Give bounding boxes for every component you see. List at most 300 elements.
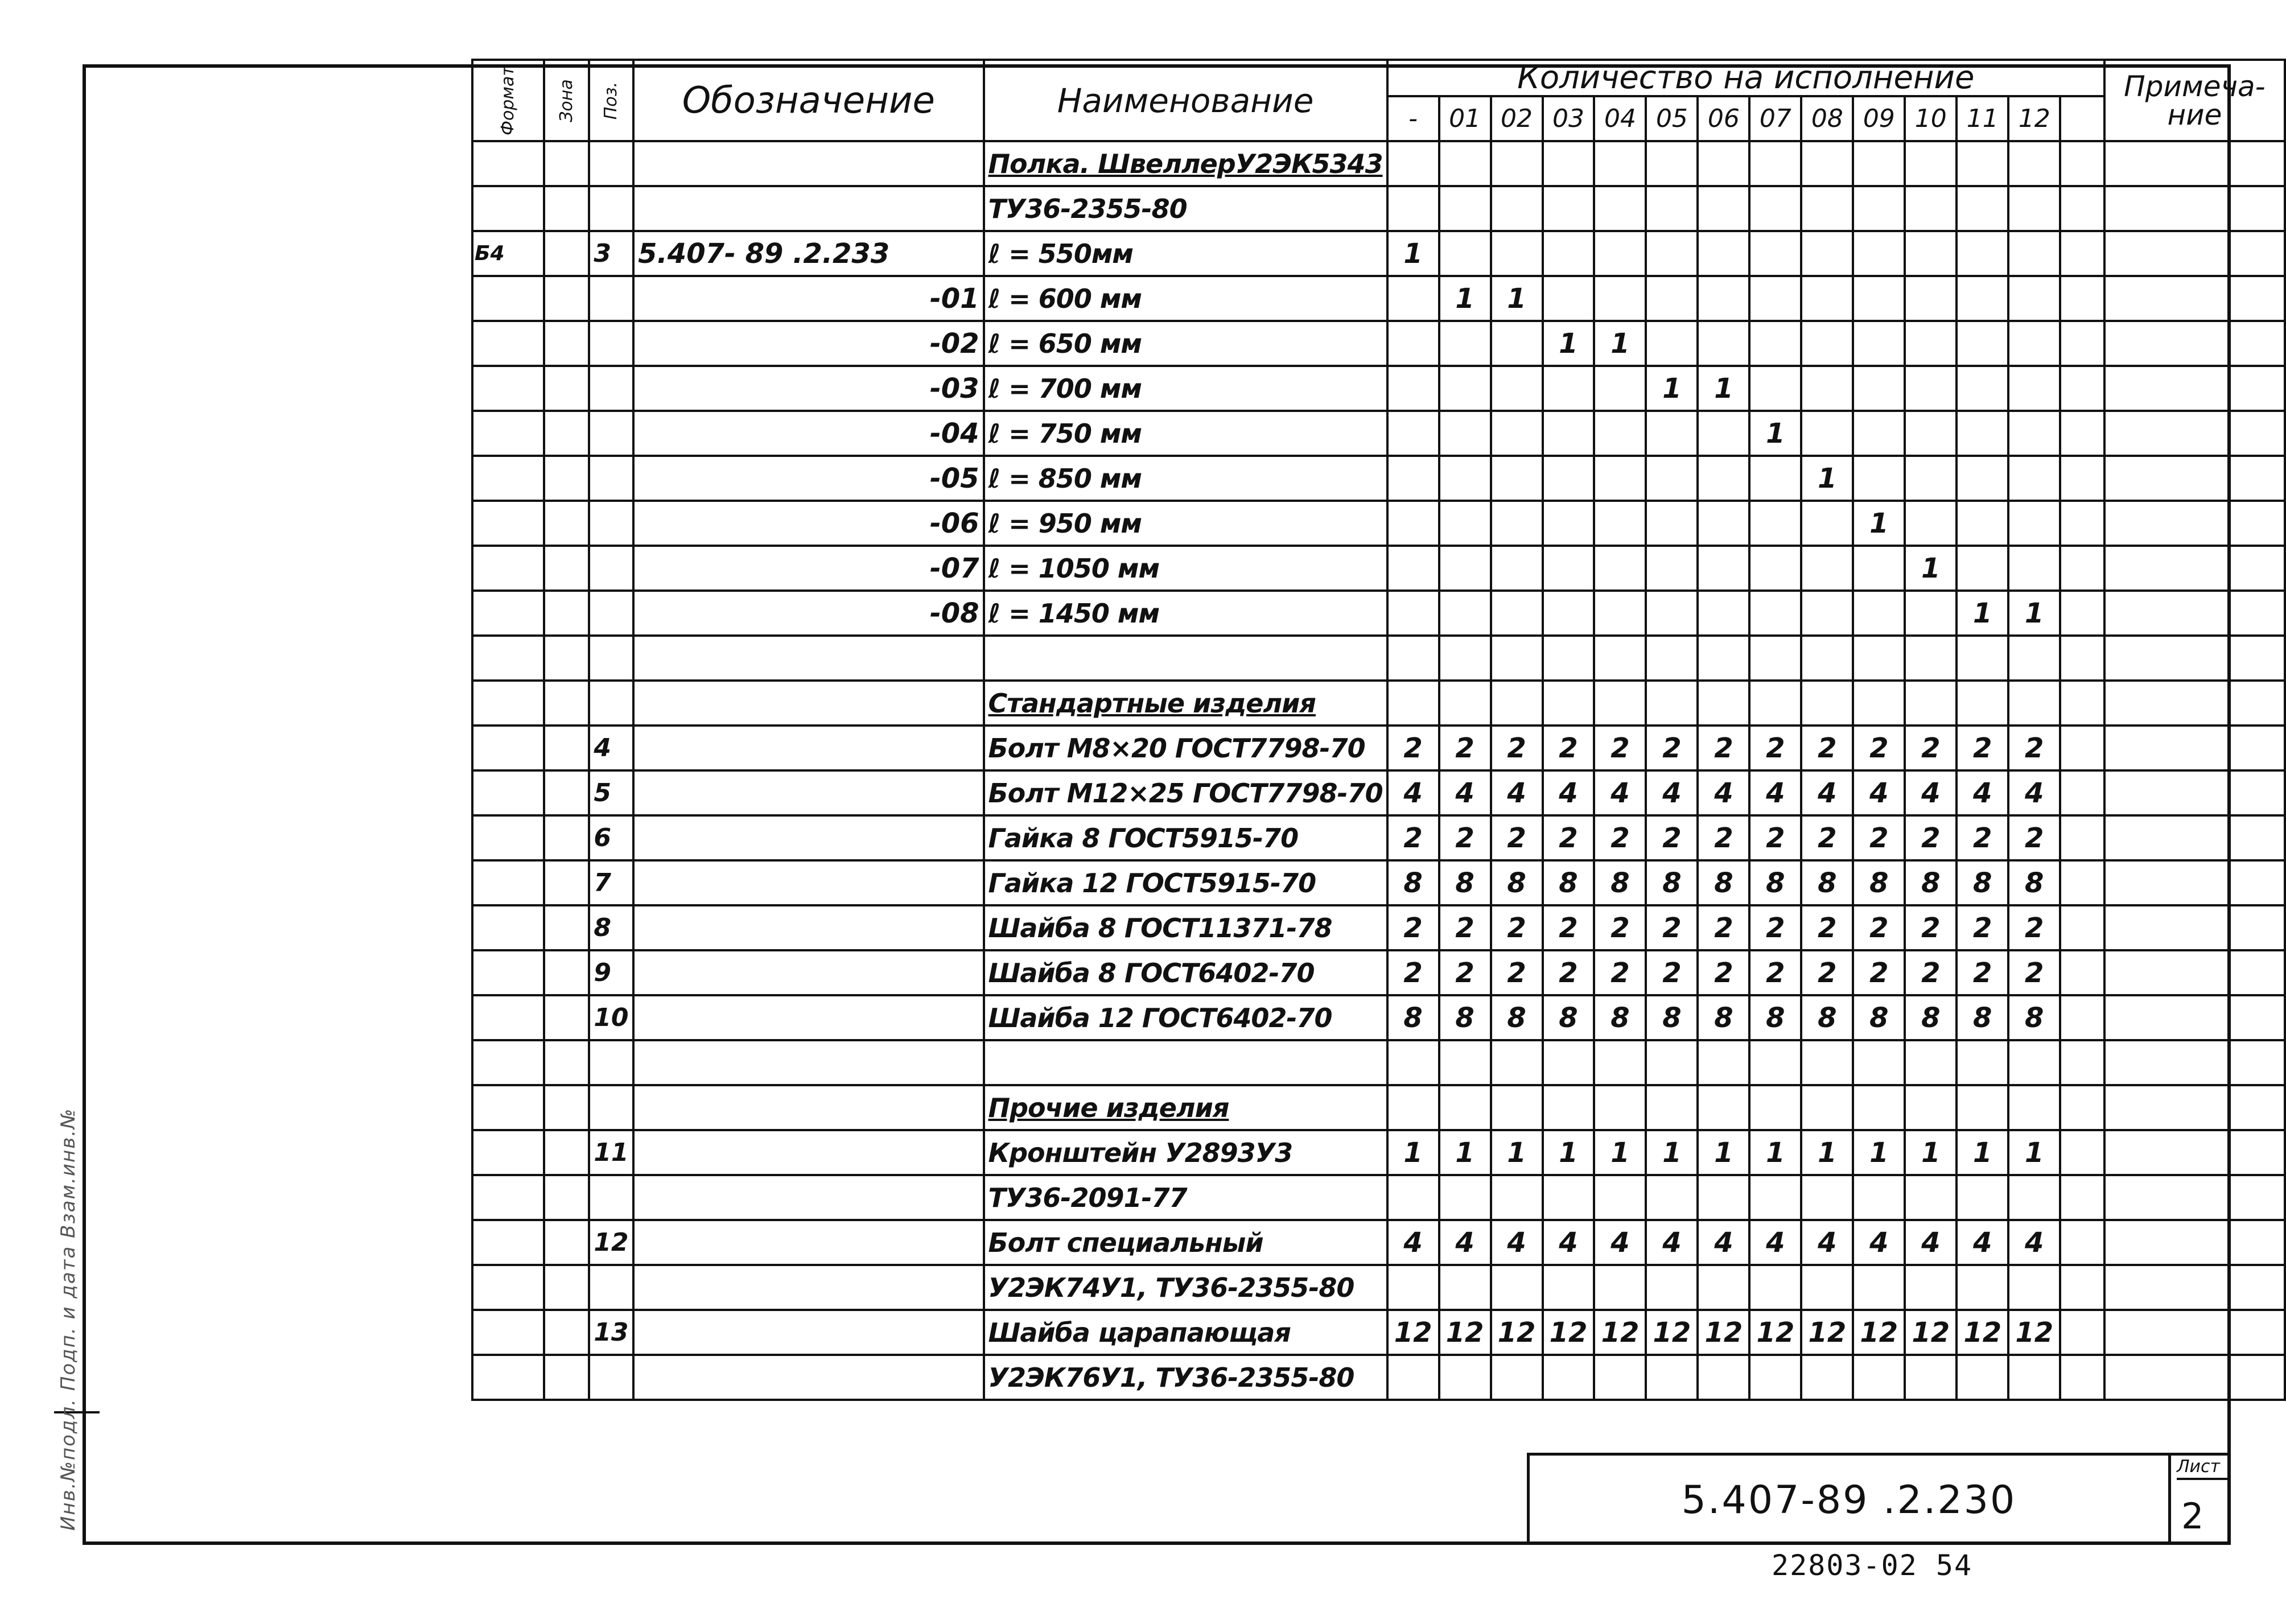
note-cell bbox=[2104, 1310, 2285, 1355]
name-cell: ℓ = 650 мм bbox=[984, 321, 1387, 366]
designation-cell: 5.407- 89 .2.233 bbox=[633, 231, 983, 276]
quantity-cell bbox=[1853, 636, 1905, 681]
quantity-cell bbox=[1801, 1085, 1853, 1130]
note-cell bbox=[2104, 905, 2285, 950]
quantity-cell bbox=[1491, 591, 1543, 636]
designation-cell bbox=[633, 815, 983, 860]
quantity-cell-blank bbox=[2060, 950, 2104, 995]
quantity-cell bbox=[1905, 636, 1957, 681]
zone-cell bbox=[544, 141, 590, 186]
quantity-cell bbox=[1543, 591, 1595, 636]
name-cell: ℓ = 700 мм bbox=[984, 366, 1387, 411]
table-row bbox=[472, 1175, 2285, 1220]
quantity-cell bbox=[1905, 366, 1957, 411]
name-cell bbox=[984, 1040, 1387, 1085]
designation-cell bbox=[633, 636, 983, 681]
quantity-cell bbox=[1905, 1175, 1957, 1220]
quantity-cell bbox=[1698, 1040, 1749, 1085]
format-cell bbox=[472, 321, 544, 366]
quantity-cell: 2 bbox=[1491, 905, 1543, 950]
quantity-cell bbox=[1957, 366, 2008, 411]
table-row bbox=[472, 770, 2285, 815]
quantity-cell: 2 bbox=[1491, 726, 1543, 770]
name-cell: Гайка 12 ГОСТ5915-70 bbox=[984, 860, 1387, 905]
zone-cell bbox=[544, 995, 590, 1040]
quantity-cell: 8 bbox=[1646, 995, 1698, 1040]
name-cell: Болт специальный bbox=[984, 1220, 1387, 1265]
table-row bbox=[472, 1130, 2285, 1175]
quantity-cell: 8 bbox=[1905, 860, 1957, 905]
quantity-cell bbox=[1491, 501, 1543, 546]
quantity-cell-blank bbox=[2060, 411, 2104, 456]
quantity-cell-blank bbox=[2060, 860, 2104, 905]
quantity-cell bbox=[1749, 636, 1801, 681]
variant-header: 02 bbox=[1491, 96, 1543, 141]
name-cell: Шайба 12 ГОСТ6402-70 bbox=[984, 995, 1387, 1040]
quantity-cell: 2 bbox=[1594, 726, 1646, 770]
quantity-cell bbox=[1646, 1040, 1698, 1085]
quantity-cell-blank bbox=[2060, 681, 2104, 726]
quantity-cell bbox=[1439, 591, 1491, 636]
quantity-cell bbox=[1749, 186, 1801, 231]
zone-cell bbox=[544, 950, 590, 995]
quantity-cell: 2 bbox=[1905, 815, 1957, 860]
quantity-cell: 2 bbox=[1594, 950, 1646, 995]
quantity-cell bbox=[1594, 1355, 1646, 1400]
quantity-cell bbox=[1594, 186, 1646, 231]
quantity-cell bbox=[1853, 186, 1905, 231]
sheet-label: Лист bbox=[2177, 1457, 2228, 1480]
designation-cell: -01 bbox=[633, 276, 983, 321]
quantity-cell bbox=[1905, 501, 1957, 546]
variant-header: 05 bbox=[1646, 96, 1698, 141]
specification-table bbox=[471, 59, 2286, 1401]
quantity-cell: 2 bbox=[1749, 905, 1801, 950]
designation-cell bbox=[633, 1265, 983, 1310]
table-row bbox=[472, 1220, 2285, 1265]
name-cell: ТУ36-2355-80 bbox=[984, 186, 1387, 231]
quantity-cell bbox=[1853, 591, 1905, 636]
quantity-cell: 1 bbox=[1439, 1130, 1491, 1175]
position-cell bbox=[589, 456, 633, 501]
format-cell bbox=[472, 1355, 544, 1400]
note-cell bbox=[2104, 950, 2285, 995]
quantity-cell bbox=[1439, 186, 1491, 231]
name-cell: ℓ = 1450 мм bbox=[984, 591, 1387, 636]
designation-cell: -07 bbox=[633, 546, 983, 591]
quantity-cell: 4 bbox=[1594, 1220, 1646, 1265]
quantity-cell bbox=[1491, 1175, 1543, 1220]
designation-cell bbox=[633, 1220, 983, 1265]
quantity-cell bbox=[1594, 411, 1646, 456]
header-row-1 bbox=[472, 60, 2285, 96]
zone-cell bbox=[544, 1265, 590, 1310]
zone-cell bbox=[544, 815, 590, 860]
quantity-cell bbox=[1646, 231, 1698, 276]
designation-cell bbox=[633, 905, 983, 950]
quantity-cell bbox=[1698, 276, 1749, 321]
quantity-cell bbox=[1543, 411, 1595, 456]
quantity-cell: 8 bbox=[1387, 995, 1439, 1040]
quantity-cell: 4 bbox=[2008, 770, 2060, 815]
quantity-cell bbox=[1801, 1040, 1853, 1085]
quantity-cell: 8 bbox=[1491, 995, 1543, 1040]
format-cell bbox=[472, 546, 544, 591]
quantity-cell: 1 bbox=[1491, 276, 1543, 321]
quantity-cell: 8 bbox=[1853, 860, 1905, 905]
quantity-cell-blank bbox=[2060, 1265, 2104, 1310]
quantity-cell bbox=[1543, 1355, 1595, 1400]
quantity-cell bbox=[1801, 1355, 1853, 1400]
note-cell bbox=[2104, 681, 2285, 726]
quantity-cell: 2 bbox=[1853, 726, 1905, 770]
zone-cell bbox=[544, 321, 590, 366]
quantity-cell bbox=[1749, 546, 1801, 591]
quantity-cell bbox=[1957, 141, 2008, 186]
quantity-cell bbox=[1905, 1265, 1957, 1310]
quantity-cell: 2 bbox=[1387, 905, 1439, 950]
quantity-cell-blank bbox=[2060, 905, 2104, 950]
quantity-cell: 8 bbox=[1543, 860, 1595, 905]
note-cell bbox=[2104, 366, 2285, 411]
format-cell: Б4 bbox=[472, 231, 544, 276]
quantity-cell: 2 bbox=[1749, 815, 1801, 860]
table-row bbox=[472, 1355, 2285, 1400]
quantity-cell-blank bbox=[2060, 276, 2104, 321]
quantity-cell bbox=[1594, 681, 1646, 726]
quantity-cell bbox=[1439, 456, 1491, 501]
format-cell bbox=[472, 681, 544, 726]
format-cell bbox=[472, 1040, 544, 1085]
quantity-cell bbox=[1801, 231, 1853, 276]
quantity-cell: 2 bbox=[1439, 905, 1491, 950]
quantity-cell bbox=[2008, 321, 2060, 366]
quantity-cell-blank bbox=[2060, 1355, 2104, 1400]
position-cell bbox=[589, 411, 633, 456]
quantity-cell bbox=[1801, 411, 1853, 456]
quantity-cell: 2 bbox=[2008, 905, 2060, 950]
quantity-cell-blank bbox=[2060, 456, 2104, 501]
designation-cell bbox=[633, 995, 983, 1040]
quantity-cell bbox=[1387, 591, 1439, 636]
quantity-cell bbox=[1646, 1355, 1698, 1400]
quantity-cell bbox=[1646, 1175, 1698, 1220]
quantity-cell bbox=[1594, 276, 1646, 321]
format-cell bbox=[472, 1085, 544, 1130]
table-row bbox=[472, 815, 2285, 860]
note-cell bbox=[2104, 770, 2285, 815]
quantity-cell bbox=[2008, 546, 2060, 591]
quantity-cell bbox=[1905, 591, 1957, 636]
position-cell: 11 bbox=[589, 1130, 633, 1175]
quantity-cell bbox=[1439, 1355, 1491, 1400]
quantity-cell: 1 bbox=[1646, 366, 1698, 411]
quantity-cell bbox=[1387, 456, 1439, 501]
quantity-cell: 4 bbox=[1594, 770, 1646, 815]
quantity-cell: 1 bbox=[1491, 1130, 1543, 1175]
quantity-cell: 4 bbox=[1387, 1220, 1439, 1265]
quantity-cell: 4 bbox=[1543, 1220, 1595, 1265]
table-row bbox=[472, 456, 2285, 501]
format-cell bbox=[472, 1310, 544, 1355]
position-cell: 5 bbox=[589, 770, 633, 815]
quantity-cell bbox=[1387, 501, 1439, 546]
name-cell: Прочие изделия bbox=[984, 1085, 1387, 1130]
quantity-cell bbox=[1853, 366, 1905, 411]
quantity-cell bbox=[1646, 681, 1698, 726]
name-cell: Гайка 8 ГОСТ5915-70 bbox=[984, 815, 1387, 860]
quantity-cell bbox=[1491, 186, 1543, 231]
quantity-cell bbox=[2008, 1175, 2060, 1220]
quantity-cell bbox=[1543, 1085, 1595, 1130]
quantity-cell: 12 bbox=[1905, 1310, 1957, 1355]
quantity-cell bbox=[1957, 1355, 2008, 1400]
quantity-cell: 1 bbox=[1853, 1130, 1905, 1175]
table-row bbox=[472, 321, 2285, 366]
quantity-cell bbox=[1491, 681, 1543, 726]
position-cell: 8 bbox=[589, 905, 633, 950]
quantity-cell bbox=[1543, 366, 1595, 411]
quantity-cell: 2 bbox=[1905, 950, 1957, 995]
quantity-cell: 2 bbox=[1439, 815, 1491, 860]
quantity-cell bbox=[1698, 1175, 1749, 1220]
quantity-cell bbox=[1957, 1040, 2008, 1085]
quantity-cell: 2 bbox=[1543, 905, 1595, 950]
designation-cell: -03 bbox=[633, 366, 983, 411]
quantity-cell bbox=[1957, 276, 2008, 321]
quantity-cell: 1 bbox=[1387, 1130, 1439, 1175]
designation-cell bbox=[633, 950, 983, 995]
note-cell bbox=[2104, 591, 2285, 636]
quantity-cell: 2 bbox=[1698, 815, 1749, 860]
quantity-cell bbox=[1957, 681, 2008, 726]
designation-cell bbox=[633, 186, 983, 231]
quantity-cell bbox=[1698, 501, 1749, 546]
quantity-cell: 1 bbox=[1905, 1130, 1957, 1175]
quantity-cell: 4 bbox=[1801, 1220, 1853, 1265]
variant-header: 07 bbox=[1749, 96, 1801, 141]
zone-cell bbox=[544, 1310, 590, 1355]
quantity-cell bbox=[2008, 681, 2060, 726]
quantity-cell bbox=[1646, 276, 1698, 321]
document-code: 5.407-89 .2.230 bbox=[1530, 1456, 2171, 1545]
format-cell bbox=[472, 186, 544, 231]
quantity-cell: 2 bbox=[1957, 950, 2008, 995]
position-cell bbox=[589, 141, 633, 186]
sheet-cell bbox=[2171, 1456, 2234, 1545]
quantity-cell bbox=[1491, 411, 1543, 456]
table-row bbox=[472, 231, 2285, 276]
name-cell: ТУ36-2091-77 bbox=[984, 1175, 1387, 1220]
quantity-cell bbox=[1749, 1265, 1801, 1310]
quantity-cell-blank bbox=[2060, 726, 2104, 770]
note-cell bbox=[2104, 411, 2285, 456]
format-cell bbox=[472, 815, 544, 860]
designation-header: Обозначение bbox=[633, 60, 983, 141]
quantity-cell: 2 bbox=[1646, 726, 1698, 770]
designation-cell bbox=[633, 141, 983, 186]
quantity-cell: 2 bbox=[1698, 726, 1749, 770]
format-cell bbox=[472, 1265, 544, 1310]
table-row bbox=[472, 681, 2285, 726]
designation-cell bbox=[633, 770, 983, 815]
quantity-cell bbox=[1957, 1085, 2008, 1130]
table-row bbox=[472, 1085, 2285, 1130]
quantity-cell bbox=[2008, 636, 2060, 681]
quantity-cell: 12 bbox=[1543, 1310, 1595, 1355]
quantity-cell: 4 bbox=[1853, 770, 1905, 815]
quantity-cell bbox=[1957, 636, 2008, 681]
title-block bbox=[1527, 1453, 2231, 1545]
quantity-cell bbox=[1698, 591, 1749, 636]
quantity-cell: 8 bbox=[1698, 995, 1749, 1040]
position-cell: 4 bbox=[589, 726, 633, 770]
quantity-cell bbox=[2008, 1265, 2060, 1310]
quantity-cell bbox=[1387, 1085, 1439, 1130]
quantity-cell: 2 bbox=[1698, 905, 1749, 950]
position-cell bbox=[589, 1175, 633, 1220]
quantity-cell: 8 bbox=[1491, 860, 1543, 905]
note-cell bbox=[2104, 1085, 2285, 1130]
quantity-cell bbox=[1387, 411, 1439, 456]
quantity-cell bbox=[1853, 546, 1905, 591]
quantity-cell bbox=[1439, 681, 1491, 726]
name-cell: ℓ = 1050 мм bbox=[984, 546, 1387, 591]
quantity-cell bbox=[1698, 456, 1749, 501]
zone-cell bbox=[544, 411, 590, 456]
quantity-cell bbox=[1543, 186, 1595, 231]
quantity-cell bbox=[1957, 1175, 2008, 1220]
quantity-cell bbox=[1646, 501, 1698, 546]
quantity-cell: 2 bbox=[1387, 726, 1439, 770]
quantity-cell bbox=[1853, 456, 1905, 501]
position-cell: 9 bbox=[589, 950, 633, 995]
quantity-cell: 4 bbox=[1957, 770, 2008, 815]
designation-cell: -04 bbox=[633, 411, 983, 456]
quantity-cell: 8 bbox=[1594, 860, 1646, 905]
quantity-cell bbox=[1853, 411, 1905, 456]
zone-cell bbox=[544, 1355, 590, 1400]
quantity-cell bbox=[1439, 1265, 1491, 1310]
zone-cell bbox=[544, 591, 590, 636]
quantity-cell bbox=[1957, 456, 2008, 501]
quantity-header: Количество на исполнение bbox=[1387, 60, 2104, 96]
designation-cell bbox=[633, 1355, 983, 1400]
note-cell bbox=[2104, 726, 2285, 770]
quantity-cell bbox=[1853, 681, 1905, 726]
format-cell bbox=[472, 995, 544, 1040]
quantity-cell bbox=[1698, 1085, 1749, 1130]
quantity-cell bbox=[1439, 141, 1491, 186]
name-cell bbox=[984, 636, 1387, 681]
quantity-cell: 4 bbox=[1387, 770, 1439, 815]
quantity-cell bbox=[1749, 231, 1801, 276]
quantity-cell: 4 bbox=[1491, 770, 1543, 815]
quantity-cell: 1 bbox=[1387, 231, 1439, 276]
position-cell: 13 bbox=[589, 1310, 633, 1355]
quantity-cell: 8 bbox=[1957, 860, 2008, 905]
table-row bbox=[472, 141, 2285, 186]
quantity-cell bbox=[1905, 186, 1957, 231]
quantity-cell bbox=[1957, 231, 2008, 276]
designation-cell bbox=[633, 860, 983, 905]
quantity-cell bbox=[1749, 1175, 1801, 1220]
name-cell: ℓ = 600 мм bbox=[984, 276, 1387, 321]
name-cell: Болт М8×20 ГОСТ7798-70 bbox=[984, 726, 1387, 770]
quantity-cell bbox=[1387, 681, 1439, 726]
quantity-cell: 12 bbox=[1491, 1310, 1543, 1355]
quantity-cell: 4 bbox=[1905, 770, 1957, 815]
quantity-cell bbox=[1387, 321, 1439, 366]
quantity-cell bbox=[1439, 1085, 1491, 1130]
quantity-cell bbox=[1543, 231, 1595, 276]
quantity-cell: 1 bbox=[1594, 1130, 1646, 1175]
quantity-cell bbox=[1594, 636, 1646, 681]
quantity-cell: 2 bbox=[1543, 950, 1595, 995]
format-cell bbox=[472, 456, 544, 501]
quantity-cell: 1 bbox=[1439, 276, 1491, 321]
quantity-cell: 2 bbox=[1801, 950, 1853, 995]
position-cell: 12 bbox=[589, 1220, 633, 1265]
format-cell bbox=[472, 636, 544, 681]
note-cell bbox=[2104, 456, 2285, 501]
name-cell: ℓ = 750 мм bbox=[984, 411, 1387, 456]
quantity-cell-blank bbox=[2060, 995, 2104, 1040]
zone-cell bbox=[544, 501, 590, 546]
quantity-cell bbox=[1749, 456, 1801, 501]
quantity-cell bbox=[1594, 231, 1646, 276]
quantity-cell bbox=[1387, 1175, 1439, 1220]
designation-cell bbox=[633, 1040, 983, 1085]
note-cell bbox=[2104, 1130, 2285, 1175]
quantity-cell: 4 bbox=[1957, 1220, 2008, 1265]
zone-cell bbox=[544, 1040, 590, 1085]
quantity-cell bbox=[1749, 366, 1801, 411]
quantity-cell bbox=[1853, 1040, 1905, 1085]
quantity-cell bbox=[1853, 1085, 1905, 1130]
quantity-cell: 2 bbox=[1387, 950, 1439, 995]
quantity-cell bbox=[1543, 276, 1595, 321]
quantity-cell: 4 bbox=[1853, 1220, 1905, 1265]
quantity-cell bbox=[1594, 591, 1646, 636]
quantity-cell: 1 bbox=[1957, 591, 2008, 636]
designation-cell: -08 bbox=[633, 591, 983, 636]
table-row bbox=[472, 950, 2285, 995]
name-cell: ℓ = 850 мм bbox=[984, 456, 1387, 501]
position-cell: 3 bbox=[589, 231, 633, 276]
quantity-cell: 8 bbox=[2008, 860, 2060, 905]
zone-cell bbox=[544, 276, 590, 321]
quantity-cell bbox=[1594, 1175, 1646, 1220]
quantity-cell: 12 bbox=[1749, 1310, 1801, 1355]
zone-cell bbox=[544, 636, 590, 681]
quantity-cell bbox=[1957, 411, 2008, 456]
quantity-cell-blank bbox=[2060, 636, 2104, 681]
quantity-cell-blank bbox=[2060, 1085, 2104, 1130]
position-cell bbox=[589, 1265, 633, 1310]
quantity-cell bbox=[1594, 1085, 1646, 1130]
zone-header: Зона bbox=[544, 60, 590, 141]
quantity-cell bbox=[1543, 681, 1595, 726]
quantity-cell-blank bbox=[2060, 546, 2104, 591]
name-cell: У2ЭК74У1, ТУ36-2355-80 bbox=[984, 1265, 1387, 1310]
zone-cell bbox=[544, 231, 590, 276]
note-cell bbox=[2104, 1355, 2285, 1400]
quantity-cell: 2 bbox=[1801, 726, 1853, 770]
designation-cell bbox=[633, 1085, 983, 1130]
quantity-cell bbox=[1439, 546, 1491, 591]
quantity-cell bbox=[1801, 546, 1853, 591]
